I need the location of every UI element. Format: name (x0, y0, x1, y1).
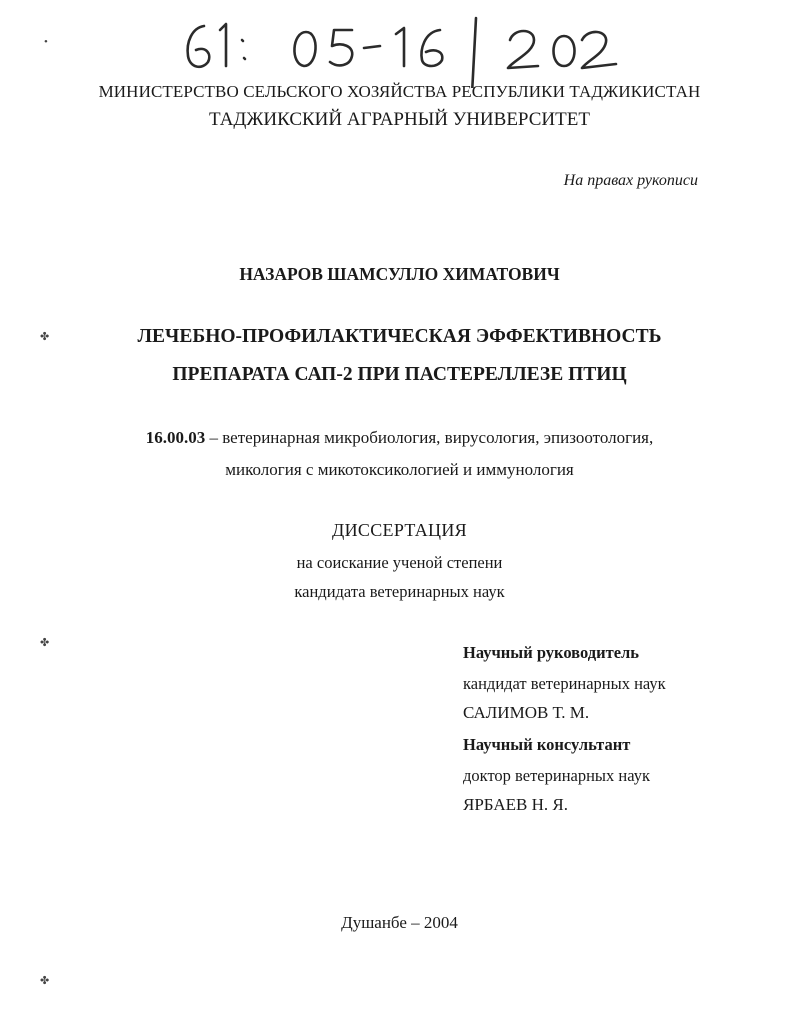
city-year: Душанбе – 2004 (341, 913, 458, 932)
dissertation-title-line2: ПРЕПАРАТА САП-2 ПРИ ПАСТЕРЕЛЛЕЗЕ ПТИЦ (172, 364, 627, 385)
specialty-line1 (0, 428, 799, 448)
author-name: НАЗАРОВ ШАМСУЛЛО ХИМАТОВИЧ (239, 264, 560, 284)
scan-speck: ✤ (40, 331, 50, 343)
ministry-heading: МИНИСТЕРСТВО СЕЛЬСКОГО ХОЗЯЙСТВА РЕСПУБЛИКИ ТАДЖИКИСТАН (98, 82, 701, 101)
supervisor-name: САЛИМОВ Т. М. (463, 703, 590, 722)
specialty-code: 16.00.03 (145, 428, 206, 447)
consultant-name: ЯРБАЕВ Н. Я. (463, 795, 568, 814)
degree-line1: на соискание ученой степени (296, 553, 503, 572)
scan-speck: • (44, 36, 48, 48)
supervisor-heading: Научный руководитель (463, 643, 639, 662)
scan-speck: ✤ (40, 975, 50, 987)
degree-line2: кандидата ветеринарных наук (294, 582, 505, 601)
consultant-degree: доктор ветеринарных наук (463, 766, 650, 785)
university-heading: ТАДЖИКСКИЙ АГРАРНЫЙ УНИВЕРСИТЕТ (209, 109, 590, 130)
supervisor-degree: кандидат ветеринарных наук (463, 674, 666, 693)
document-type: ДИССЕРТАЦИЯ (332, 520, 467, 540)
dissertation-title-line1: ЛЕЧЕБНО-ПРОФИЛАКТИЧЕСКАЯ ЭФФЕКТИВНОСТЬ (137, 326, 662, 347)
handwritten-registry-number (180, 10, 620, 88)
manuscript-rights-note: На правах рукописи (563, 172, 698, 189)
consultant-heading: Научный консультант (463, 735, 631, 754)
specialty-description: – ветеринарная микробиология, вирусология, эпизоотология, (205, 428, 654, 447)
specialty-line2: микология с микотоксикологией и иммунология (225, 460, 574, 479)
scan-speck: ✤ (40, 637, 50, 649)
